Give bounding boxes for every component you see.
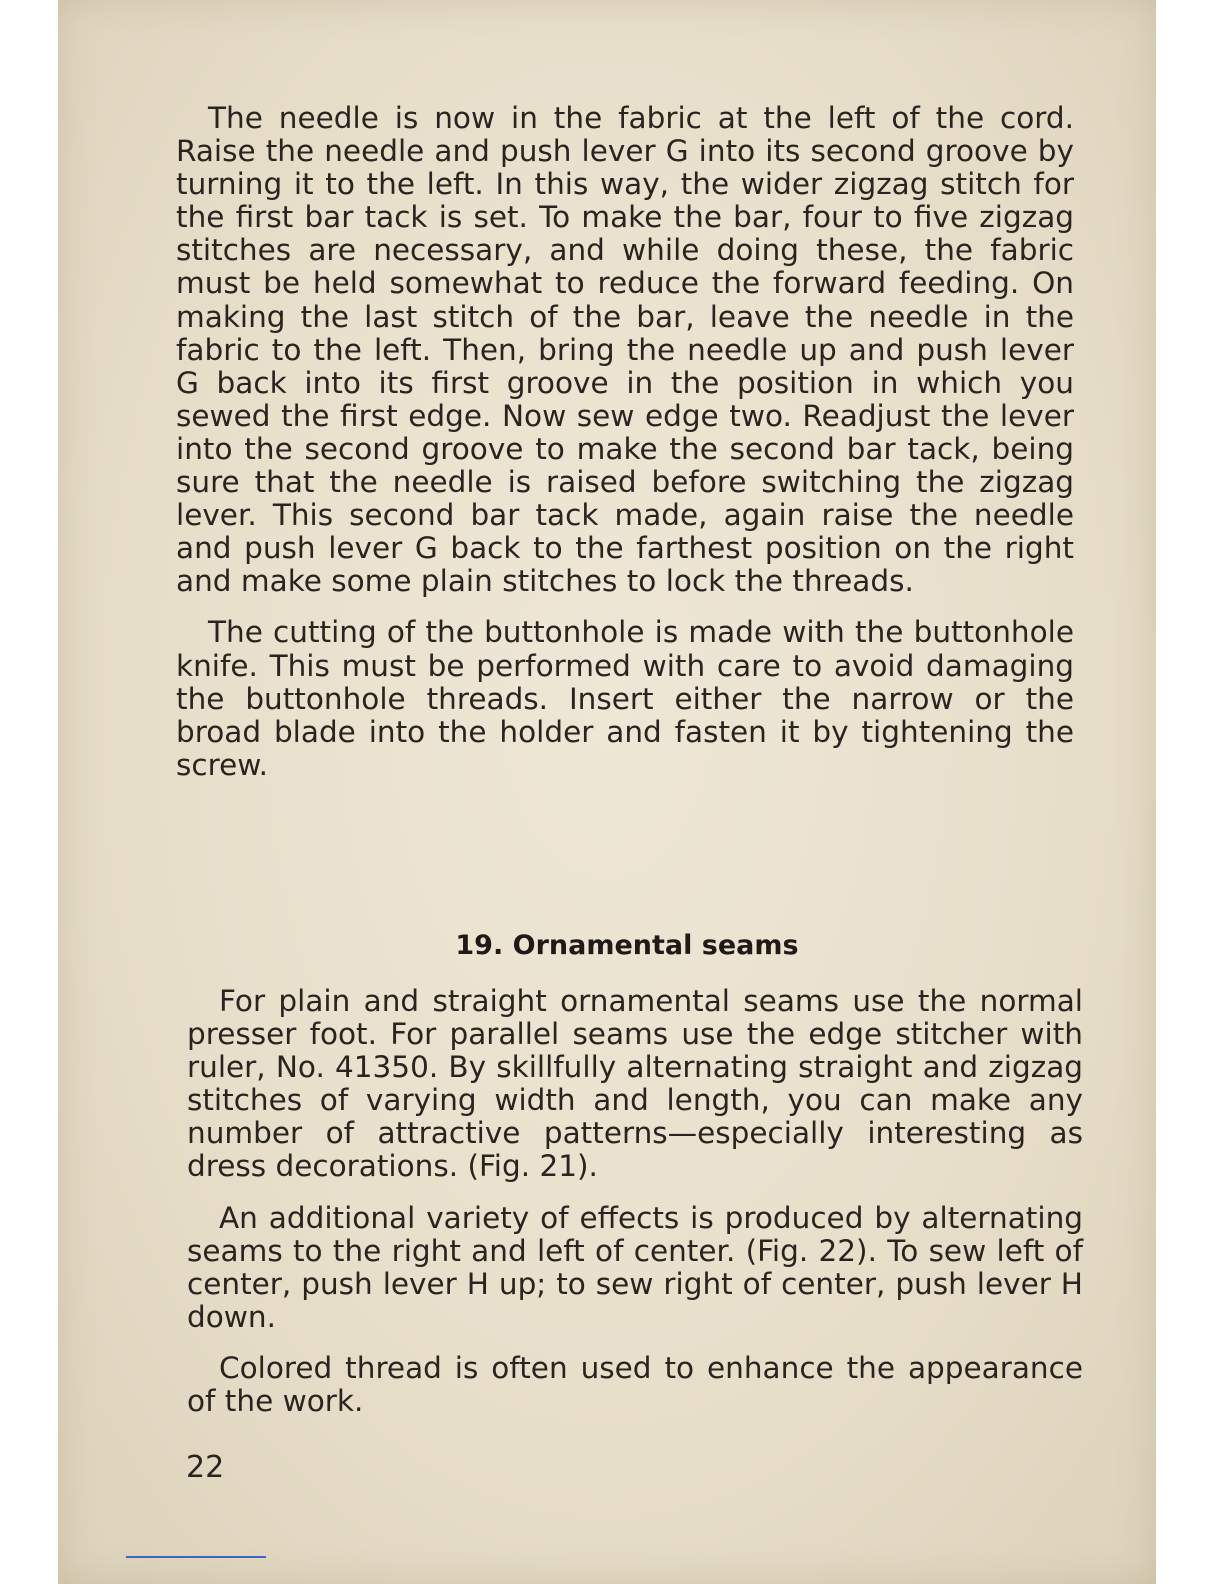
paragraph: The cutting of the buttonhole is made with the buttonhole knife. This must be performed with care to avoid damaging the buttonhole threads. Insert either the narrow or the broad blade into the holder and fasten it by tightening the screw. [176,615,1074,782]
section-2-text [187,985,1083,1418]
paragraph: Colored thread is often used to enhance the appearance of the work. [187,1350,1083,1419]
footer-rule [126,1556,266,1558]
paragraph: The needle is now in the fabric at the left of the cord. Raise the needle and push lever G into its second groove by turning it to the left. In this way, the wider zigzag stitch for the first bar tack is set. To make the bar, four to five zigzag stitches are necessary, and while doing these, the fabric must be held somewhat to reduce the forward feeding. On making the last stitch of the bar, leave the needle in the fabric to the left. Then, bring the needle up and push lever G back into its first groove in the position in which you sewed the first edge. Now sew edge two. Readjust the lever into the second groove to make the second bar tack, being sure that the needle is raised before switching the zigzag lever. This second bar tack made, again raise the needle and push lever G back to the farthest position on the right and make some plain stitches to lock the threads. [176,101,1074,599]
page-number: 22 [186,1450,225,1485]
section-heading: 19. Ornamental seams [455,930,799,961]
paragraph: For plain and straight ornamental seams use the normal presser foot. For parallel seams use the edge stitcher with ruler, No. 41350. By skillfully alternating straight and zigzag stitches of varying width and length, you can make any number of attractive patterns—especially interesting as dress decorations. (Fig. 21). [187,984,1083,1184]
paragraph: An additional variety of effects is produced by alternating seams to the right and left of center. (Fig. 22). To sew left of center, push lever H up; to sew right of center, push lever H down. [187,1200,1083,1334]
section-1-text [176,102,1074,782]
